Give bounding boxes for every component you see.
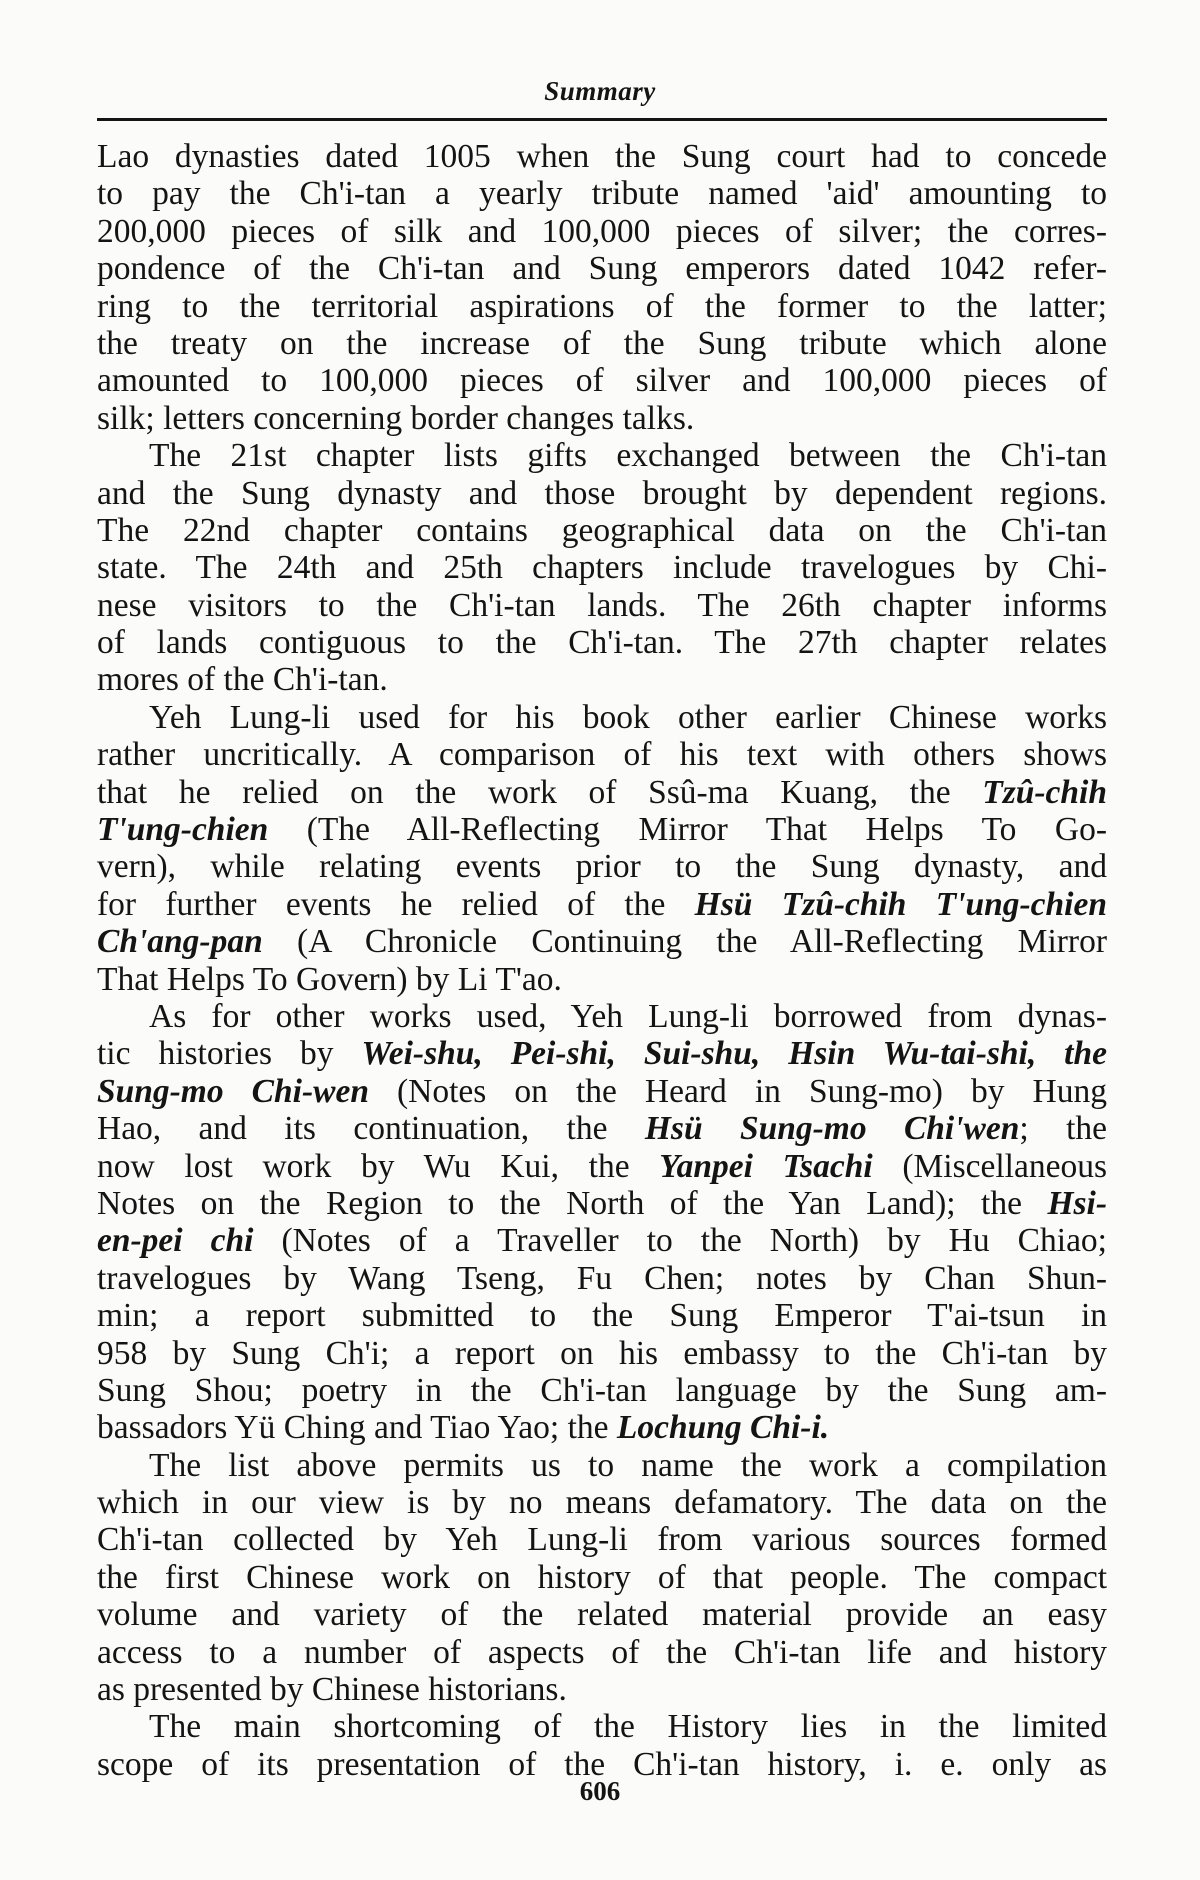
text-line [97, 1409, 1107, 1446]
text-line [97, 1372, 1107, 1409]
text-line [97, 512, 1107, 549]
text-segment: min; a report submitted to the Sung Emperor T'ai-tsun in [97, 1297, 1107, 1334]
text-line [97, 624, 1107, 661]
text-line [97, 774, 1107, 811]
text-line [97, 1073, 1107, 1110]
book-page [0, 0, 1200, 1880]
text-line [97, 848, 1107, 885]
text-segment: and the Sung dynasty and those brought by dependent regions. [97, 475, 1107, 512]
text-segment: Notes on the Region to the North of the Yan Land); the [97, 1185, 1047, 1222]
text-line [97, 549, 1107, 586]
text-line [97, 1596, 1107, 1633]
text-segment: (Notes on the Heard in Sung-mo) by Hung [369, 1073, 1107, 1110]
text-line [97, 1110, 1107, 1147]
text-line [97, 138, 1107, 175]
page-number: 606 [0, 1776, 1200, 1807]
text-segment: now lost work by Wu Kui, the [97, 1148, 659, 1185]
italic-title-segment: Sung-mo Chi-wen [97, 1073, 369, 1110]
text-segment: state. The 24th and 25th chapters include travelogues by Chi- [97, 549, 1107, 586]
text-line [97, 998, 1107, 1035]
text-segment: Hao, and its continuation, the [97, 1110, 645, 1147]
text-segment: nese visitors to the Ch'i-tan lands. The 26th chapter informs [97, 587, 1107, 624]
italic-title-segment: Lochung Chi-i. [617, 1409, 829, 1446]
running-head: Summary [0, 76, 1200, 107]
text-segment: ring to the territorial aspirations of the former to the latter; [97, 288, 1107, 325]
text-line [97, 288, 1107, 325]
text-line [97, 661, 1107, 698]
text-line [97, 1335, 1107, 1372]
header-rule [97, 118, 1107, 121]
text-segment: amounted to 100,000 pieces of silver and 100,000 pieces of [97, 362, 1107, 399]
text-segment: Ch'i-tan collected by Yeh Lung-li from various sources formed [97, 1521, 1107, 1558]
text-line [97, 886, 1107, 923]
text-segment: ; the [1019, 1110, 1107, 1147]
text-segment: (The All-Reflecting Mirror That Helps To Go- [268, 811, 1107, 848]
text-segment: The 21st chapter lists gifts exchanged between the Ch'i-tan [149, 437, 1107, 474]
text-line [97, 1297, 1107, 1334]
text-line [97, 175, 1107, 212]
text-segment: travelogues by Wang Tseng, Fu Chen; notes by Chan Shun- [97, 1260, 1107, 1297]
text-segment: Sung Shou; poetry in the Ch'i-tan language by the Sung am- [97, 1372, 1107, 1409]
italic-title-segment: Hsi- [1047, 1185, 1107, 1222]
text-segment: access to a number of aspects of the Ch'i-tan life and history [97, 1634, 1107, 1671]
text-line [97, 1521, 1107, 1558]
text-line [97, 475, 1107, 512]
text-segment: vern), while relating events prior to the Sung dynasty, and [97, 848, 1107, 885]
text-line [97, 1484, 1107, 1521]
text-segment: That Helps To Govern) by Li T'ao. [97, 961, 562, 998]
text-line [97, 1185, 1107, 1222]
text-line [97, 699, 1107, 736]
italic-title-segment: T'ung-chien [97, 811, 268, 848]
italic-title-segment: Tzû-chih [982, 774, 1107, 811]
text-line [97, 1559, 1107, 1596]
italic-title-segment: Ch'ang-pan [97, 923, 263, 960]
text-segment: 200,000 pieces of silk and 100,000 pieces of silver; the corres- [97, 213, 1107, 250]
text-segment: volume and variety of the related material provide an easy [97, 1596, 1107, 1633]
italic-title-segment: Yanpei Tsachi [659, 1148, 872, 1185]
body-text [97, 138, 1107, 1783]
text-segment: pondence of the Ch'i-tan and Sung emperors dated 1042 refer- [97, 250, 1107, 287]
text-segment: rather uncritically. A comparison of his text with others shows [97, 736, 1107, 773]
text-segment: tic histories by [97, 1035, 361, 1072]
text-line [97, 1447, 1107, 1484]
italic-title-segment: Wei-shu, Pei-shi, Sui-shu, Hsin Wu-tai-shi, the [361, 1035, 1107, 1072]
text-line [97, 1671, 1107, 1708]
text-segment: Lao dynasties dated 1005 when the Sung court had to concede [97, 138, 1107, 175]
text-line [97, 325, 1107, 362]
italic-title-segment: en-pei chi [97, 1222, 253, 1259]
text-line [97, 961, 1107, 998]
text-line [97, 1148, 1107, 1185]
text-segment: The 22nd chapter contains geographical data on the Ch'i-tan [97, 512, 1107, 549]
text-segment: (Miscellaneous [873, 1148, 1107, 1185]
text-line [97, 437, 1107, 474]
text-segment: The list above permits us to name the work a compilation [149, 1447, 1107, 1484]
text-segment: bassadors Yü Ching and Tiao Yao; the [97, 1409, 617, 1446]
text-line [97, 1708, 1107, 1745]
text-segment: mores of the Ch'i-tan. [97, 661, 388, 698]
text-line [97, 811, 1107, 848]
text-line [97, 1035, 1107, 1072]
text-line [97, 400, 1107, 437]
text-line [97, 923, 1107, 960]
text-segment: to pay the Ch'i-tan a yearly tribute named 'aid' amounting to [97, 175, 1107, 212]
text-segment: scope of its presentation of the Ch'i-tan history, i. e. only as [97, 1746, 1107, 1783]
text-line [97, 1260, 1107, 1297]
text-segment: silk; letters concerning border changes talks. [97, 400, 694, 437]
text-segment: the first Chinese work on history of that people. The compact [97, 1559, 1107, 1596]
text-segment: for further events he relied of the [97, 886, 695, 923]
text-segment: (A Chronicle Continuing the All-Reflecting Mirror [263, 923, 1107, 960]
text-segment: 958 by Sung Ch'i; a report on his embassy to the Ch'i-tan by [97, 1335, 1107, 1372]
text-line [97, 1222, 1107, 1259]
text-segment: The main shortcoming of the History lies in the limited [149, 1708, 1107, 1745]
text-line [97, 362, 1107, 399]
text-segment: (Notes of a Traveller to the North) by Hu Chiao; [253, 1222, 1107, 1259]
text-line [97, 213, 1107, 250]
text-segment: the treaty on the increase of the Sung tribute which alone [97, 325, 1107, 362]
text-segment: as presented by Chinese historians. [97, 1671, 567, 1708]
text-segment: which in our view is by no means defamatory. The data on the [97, 1484, 1107, 1521]
text-segment: of lands contiguous to the Ch'i-tan. The 27th chapter relates [97, 624, 1107, 661]
text-line [97, 250, 1107, 287]
text-line [97, 736, 1107, 773]
text-segment: As for other works used, Yeh Lung-li borrowed from dynas- [149, 998, 1107, 1035]
text-line [97, 1634, 1107, 1671]
text-segment: that he relied on the work of Ssû-ma Kuang, the [97, 774, 982, 811]
text-segment: Yeh Lung-li used for his book other earlier Chinese works [149, 699, 1107, 736]
text-line [97, 587, 1107, 624]
italic-title-segment: Hsü Sung-mo Chi'wen [645, 1110, 1020, 1147]
italic-title-segment: Hsü Tzû-chih T'ung-chien [695, 886, 1107, 923]
